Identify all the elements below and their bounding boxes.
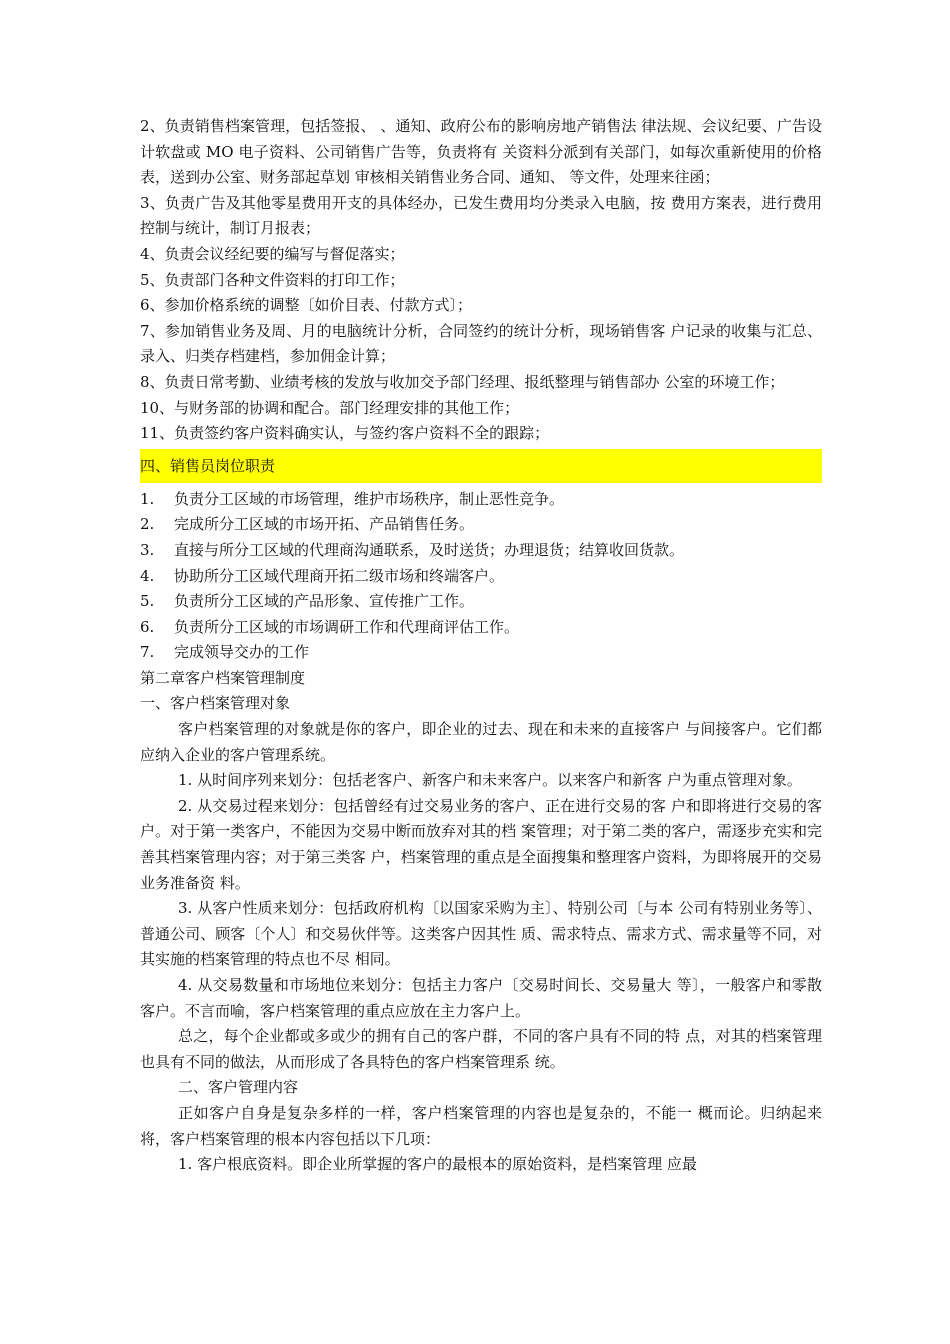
- list-item: [140, 564, 822, 590]
- paragraph: 正如客户自身是复杂多样的一样，客户档案管理的内容也是复杂的，不能一 概而论。归纳起来将，客户档案管理的根本内容包括以下几项：: [140, 1103, 822, 1148]
- document-body: [140, 114, 822, 1178]
- paragraph-duty-2: 2、负责销售档案管理，包括签报、 、通知、政府公布的影响房地产销售法 律法规、会议纪要、广告设计软盘或 MO 电子资料、公司销售广告等，负责将有 关资料分派到有关部门，如每次重新使用的价格表，送到办公室、财务部起草划 审核相关销售业务合同、通知、 等文件，处理来往函；: [140, 117, 822, 187]
- paragraph: 3. 从客户性质来划分：包括政府机构〔以国家采购为主〕、特别公司〔与本 公司有特别业务等〕、普通公司、顾客〔个人〕和交易伙伴等。这类客户因其性 质、需求特点、需求方式、需求量等不同，对其实施的档案管理的特点也不尽 相同。: [140, 899, 822, 969]
- list-text: 完成所分工区域的市场开拓、产品销售任务。: [174, 515, 475, 534]
- list-item: [140, 640, 822, 666]
- paragraph-duty-4: 4、负责会议经纪要的编写与督促落实；: [140, 244, 405, 263]
- list-text: 负责所分工区域的产品形象、宣传推广工作。: [174, 592, 475, 611]
- section-heading-salesperson: 四、销售员岗位职责: [140, 449, 822, 483]
- list-number: 7.: [140, 643, 155, 662]
- paragraph: 总之，每个企业都或多或少的拥有自己的客户群，不同的客户具有不同的特 点，对其的档案管理也具有不同的做法，从而形成了各具特色的客户档案管理系 统。: [140, 1027, 822, 1071]
- list-number: 3.: [140, 540, 155, 559]
- paragraph-duty-10: 10、与财务部的协调和配合。部门经理安排的其他工作；: [140, 398, 520, 417]
- paragraph: 1. 从时间序列来划分：包括老客户、新客户和未来客户。以来客户和新客 户为重点管理对象。: [178, 771, 802, 790]
- list-text: 负责所分工区域的市场调研工作和代理商评估工作。: [174, 617, 520, 636]
- paragraph-duty-6: 6、参加价格系统的调整〔如价目表、付款方式〕；: [140, 296, 473, 315]
- list-item: [140, 512, 822, 538]
- list-number: 4.: [140, 566, 155, 585]
- list-item: [140, 538, 822, 564]
- paragraph-duty-11: 11、负责签约客户资料确实认，与签约客户资料不全的跟踪；: [140, 424, 550, 443]
- paragraph: 4. 从交易数量和市场地位来划分：包括主力客户〔交易时间长、交易量大 等〕，一般客户和零散客户。不言而喻，客户档案管理的重点应放在主力客户上。: [140, 976, 822, 1020]
- paragraph: 2. 从交易过程来划分：包括曾经有过交易业务的客户、正在进行交易的客 户和即将进行交易的客户。对于第一类客户，不能因为交易中断而放弃对其的档 案管理；对于第二类的客户，需逐步充实和完善其档案管理内容；对于第三类客 户，档案管理的重点是全面搜集和整理客户资料，为即将展开的交易业务准备资 料。: [140, 796, 822, 892]
- list-item: [140, 589, 822, 615]
- list-item: [140, 487, 822, 513]
- list-number: 1.: [140, 489, 155, 508]
- paragraph-duty-7: 7、参加销售业务及周、月的电脑统计分析，合同签约的统计分析，现场销售客 户记录的收集与汇总、录入、归类存档建档，参加佣金计算；: [140, 321, 822, 366]
- list-number: 5.: [140, 592, 155, 611]
- paragraph-duty-5: 5、负责部门各种文件资料的打印工作；: [140, 270, 405, 289]
- list-text: 协助所分工区域代理商开拓二级市场和终端客户。: [174, 566, 505, 585]
- list-text: 完成领导交办的工作: [174, 643, 310, 662]
- list-item: [140, 615, 822, 641]
- list-text: 负责分工区域的市场管理，维护市场秩序，制止恶性竞争。: [174, 489, 565, 508]
- subsection-heading-targets: 一、客户档案管理对象: [140, 694, 291, 713]
- paragraph: 1. 客户根底资料。即企业所掌握的客户的最根本的原始资料，是档案管理 应最: [178, 1155, 697, 1174]
- subsection-heading-contents: 二、客户管理内容: [178, 1078, 299, 1097]
- chapter-title: 第二章客户档案管理制度: [140, 668, 306, 687]
- paragraph: 客户档案管理的对象就是你的客户，即企业的过去、现在和未来的直接客户 与间接客户。它们都应纳入企业的客户管理系统。: [140, 720, 822, 764]
- list-text: 直接与所分工区域的代理商沟通联系，及时送货；办理退货；结算收回货款。: [174, 540, 685, 559]
- list-number: 6.: [140, 617, 155, 636]
- paragraph-duty-8: 8、负责日常考勤、业绩考核的发放与收加交予部门经理、报纸整理与销售部办 公室的环境工作；: [140, 372, 785, 391]
- paragraph-duty-3: 3、负责广告及其他零星费用开支的具体经办，已发生费用均分类录入电脑，按 费用方案表，进行费用控制与统计，制订月报表；: [140, 193, 822, 238]
- list-number: 2.: [140, 515, 155, 534]
